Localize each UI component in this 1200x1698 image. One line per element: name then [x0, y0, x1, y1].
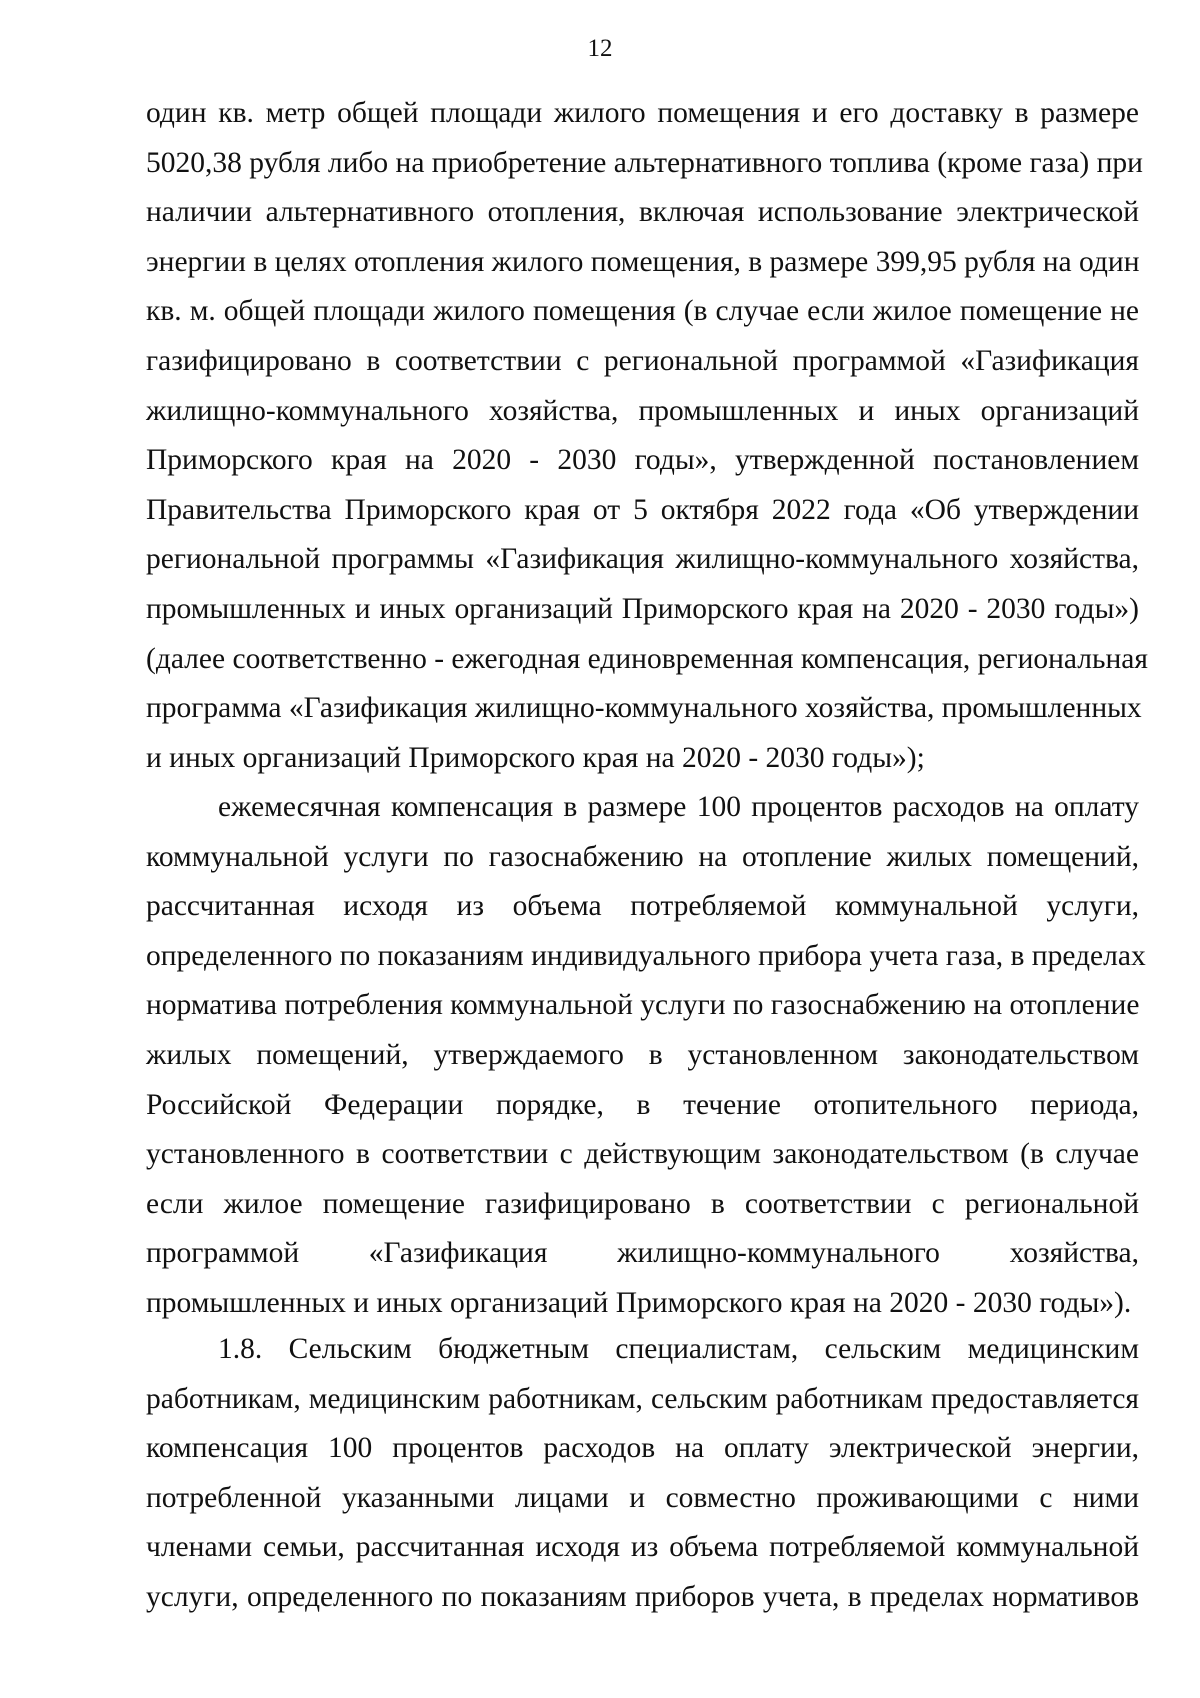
text-line: услуги, определенного по показаниям приборов учета, в пределах нормативов — [146, 1580, 1139, 1613]
text-line: энергии в целях отопления жилого помещения, в размере 399,95 рубля на один — [146, 245, 1140, 278]
text-line: жилых помещений, утверждаемого в установленном законодательством — [146, 1038, 1139, 1071]
text-line: региональной программы «Газификация жилищно-коммунального хозяйства, — [146, 543, 1139, 576]
text-line: членами семьи, рассчитанная исходя из объема потребляемой коммунальной — [146, 1531, 1139, 1564]
text-line: Приморского края на 2020 - 2030 годы», утвержденной постановлением — [146, 444, 1139, 477]
text-line: промышленных и иных организаций Приморского края на 2020 - 2030 годы»). — [146, 1286, 1132, 1319]
text-line: и иных организаций Приморского края на 2020 - 2030 годы»); — [146, 741, 925, 774]
text-line: один кв. метр общей площади жилого помещения и его доставку в размере — [146, 97, 1139, 129]
text-line: наличии альтернативного отопления, включая использование электрической — [146, 196, 1139, 229]
text-line: потребленной указанными лицами и совместно проживающими с ними — [146, 1481, 1139, 1514]
text-line: определенного по показаниям индивидуального прибора учета газа, в пределах — [146, 939, 1146, 972]
text-line: (далее соответственно - ежегодная единовременная компенсация, региональная — [146, 642, 1148, 675]
paragraph-monthly-compensation — [146, 783, 1146, 1329]
text-line: работникам, медицинским работникам, сельским работникам предоставляется — [146, 1382, 1139, 1415]
text-line: компенсация 100 процентов расходов на оплату электрической энергии, — [146, 1432, 1139, 1465]
text-line: кв. м. общей площади жилого помещения (в случае если жилое помещение не — [146, 295, 1139, 328]
text-line: установленного в соответствии с действующим законодательством (в случае — [146, 1138, 1139, 1171]
text-line: промышленных и иных организаций Приморского края на 2020 - 2030 годы») — [146, 592, 1139, 625]
text-line: газифицировано в соответствии с региональной программой «Газификация — [146, 344, 1139, 377]
paragraph-item-1-8 — [146, 1325, 1139, 1623]
text-line: норматива потребления коммунальной услуги по газоснабжению на отопление — [146, 989, 1140, 1022]
text-line: Правительства Приморского края от 5 октября 2022 года «Об утверждении — [146, 493, 1139, 526]
text-line: коммунальной услуги по газоснабжению на отопление жилых помещений, — [146, 840, 1139, 873]
text-line: ежемесячная компенсация в размере 100 процентов расходов на оплату — [218, 791, 1139, 823]
paragraph-annual-compensation — [146, 89, 1148, 783]
text-line: 5020,38 рубля либо на приобретение альтернативного топлива (кроме газа) при — [146, 146, 1143, 179]
text-line: рассчитанная исходя из объема потребляемой коммунальной услуги, — [146, 890, 1139, 923]
text-line: 1.8. Сельским бюджетным специалистам, сельским медицинским — [218, 1333, 1139, 1365]
page-number: 12 — [587, 35, 613, 62]
text-line: программа «Газификация жилищно-коммунального хозяйства, промышленных — [146, 692, 1142, 725]
text-line: жилищно-коммунального хозяйства, промышленных и иных организаций — [146, 394, 1139, 427]
text-line: если жилое помещение газифицировано в соответствии с региональной — [146, 1187, 1139, 1220]
text-line: программой «Газификация жилищно-коммунального хозяйства, — [146, 1237, 1139, 1270]
text-line: Российской Федерации порядке, в течение отопительного периода, — [146, 1088, 1139, 1121]
